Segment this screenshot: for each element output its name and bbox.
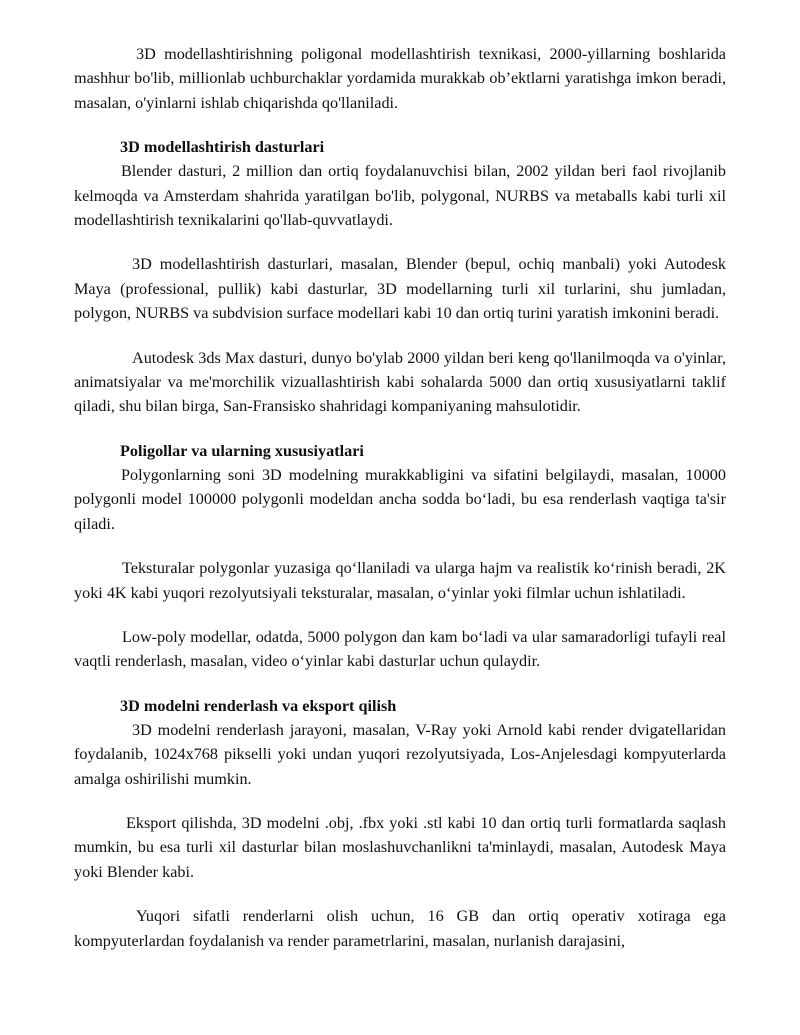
paragraph-export: Eksport qilishda, 3D modelni .obj, .fbx yoki .stl kabi 10 dan ortiq turli formatlarda saqlash mumkin, bu esa turli xil dasturlar bilan moslashuvchanlikni ta'minlaydi, masalan, Autodesk Maya yoki Blender kabi. <box>74 813 726 881</box>
paragraph-textures: Teksturalar polygonlar yuzasiga qo‘llaniladi va ularga hajm va realistik ko‘rinish beradi, 2K yoki 4K kabi yuqori rezolyutsiyali teksturalar, masalan, o‘yinlar yoki filmlar uchun ishlatiladi. <box>74 559 726 602</box>
paragraph-rendering: 3D modelni renderlash jarayoni, masalan, V-Ray yoki Arnold kabi render dvigatellaridan foydalanib, 1024x768 pikselli yoki undan yuqori rezolyutsiyada, Los-Anjelesdagi kompyuterlarda amalga oshirilishi mumkin. <box>74 720 726 788</box>
paragraph-polygonal-technique: 3D modellashtirishning poligonal modellashtirish texnikasi, 2000-yillarning boshlarida mashhur bo'lib, millionlab uchburchaklar yordamida murakkab ob’ektlarni yaratishga imkon beradi, masalan, o'yinlarni ishlab chiqarishda qo'llaniladi. <box>74 45 726 112</box>
document-page <box>74 42 726 973</box>
paragraph-low-poly: Low-poly modellar, odatda, 5000 polygon dan kam bo‘ladi va ular samaradorligi tufayli real vaqtli renderlash, masalan, video o‘yinlar kabi dasturlar uchun qulaydir. <box>74 627 726 671</box>
paragraph-polygon-count: Polygonlarning soni 3D modelning murakkabligini va sifatini belgilaydi, masalan, 10000 polygonli model 100000 polygonli modeldan ancha sodda bo‘ladi, bu esa renderlash vaqtiga ta'sir qiladi. <box>74 465 726 533</box>
paragraph-hardware: Yuqori sifatli renderlarni olish uchun, 16 GB dan ortiq operativ xotiraga ega kompyuterlardan foydalanish va render parametrlarini, masalan, nurlanish darajasini, <box>74 907 726 950</box>
heading-rendering-export: 3D modelni renderlash va eksport qilish <box>120 696 397 715</box>
paragraph-3ds-max: Autodesk 3ds Max dasturi, dunyo bo'ylab 2000 yildan beri keng qo'llanilmoqda va o'yinlar, animatsiyalar va me'morchilik vizuallashtirish kabi sohalarda 5000 dan ortiq xususiyatlarni taklif qiladi, shu bilan birga, San-Fransisko shahridagi kompaniyaning mahsulotidir. <box>74 348 726 416</box>
paragraph-software-examples: 3D modellashtirish dasturlari, masalan, Blender (bepul, ochiq manbali) yoki Autodesk Maya (professional, pullik) kabi dasturlar, 3D modellarning turli xil turlarini, shu jumladan, polygon, NURBS va subdvision surface modellari kabi 10 dan ortiq turini yaratish imkonini beradi. <box>74 255 726 323</box>
paragraph-blender: Blender dasturi, 2 million dan ortiq foydalanuvchisi bilan, 2002 yildan beri faol rivojlanib kelmoqda va Amsterdam shahrida yaratilgan bo'lib, polygonal, NURBS va metaballs kabi turli xil modellashtirish texnikalarini qo'llab-quvvatlaydi. <box>74 162 726 230</box>
heading-modeling-software: 3D modellashtirish dasturlari <box>120 138 325 157</box>
heading-polygons: Poligollar va ularning xususiyatlari <box>120 441 364 460</box>
